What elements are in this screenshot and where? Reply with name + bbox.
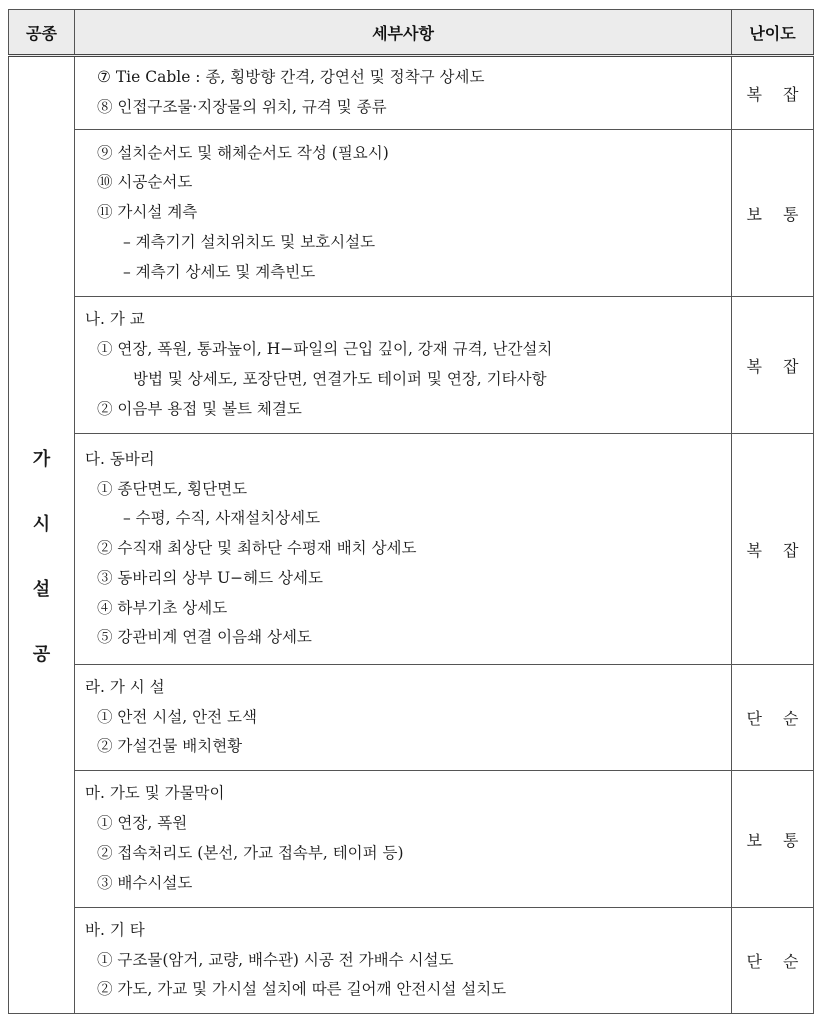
detail-line: ① 연장, 폭원	[97, 814, 188, 833]
header-difficulty: 난이도	[732, 10, 814, 56]
detail-cell	[75, 665, 732, 771]
detail-line: ① 종단면도, 횡단면도	[97, 479, 248, 498]
detail-line: – 계측기 상세도 및 계측빈도	[123, 262, 316, 281]
detail-cell	[75, 56, 732, 130]
table-row	[9, 56, 814, 130]
detail-line: ② 가설건물 배치현황	[97, 737, 243, 756]
detail-title: 바. 기 타	[85, 920, 145, 939]
detail-title: 라. 가 시 설	[85, 677, 165, 696]
detail-line: ② 접속처리도 (본선, 가교 접속부, 테이퍼 등)	[97, 844, 404, 862]
detail-line: ③ 동바리의 상부 U−헤드 상세도	[97, 568, 323, 587]
detail-cell	[75, 434, 732, 665]
table-row	[9, 771, 814, 908]
difficulty-cell: 복 잡	[732, 56, 814, 130]
table-row	[9, 130, 814, 297]
detail-cell	[75, 908, 732, 1014]
difficulty-cell: 단 순	[732, 665, 814, 771]
difficulty-cell: 복 잡	[732, 434, 814, 665]
detail-line: ② 수직재 최상단 및 최하단 수평재 배치 상세도	[97, 539, 417, 558]
detail-line: ④ 하부기초 상세도	[97, 598, 228, 617]
detail-line: ③ 배수시설도	[97, 873, 193, 892]
detail-line: ① 구조물(암거, 교량, 배수관) 시공 전 가배수 시설도	[97, 950, 454, 969]
table-row	[9, 908, 814, 1014]
category-char: 가	[32, 449, 51, 470]
detail-line: – 수평, 수직, 사재설치상세도	[123, 509, 321, 528]
detail-line: – 계측기기 설치위치도 및 보호시설도	[123, 232, 376, 251]
detail-line: ⑨ 설치순서도 및 해체순서도 작성 (필요시)	[97, 143, 389, 162]
detail-line: ⑤ 강관비계 연결 이음쇄 상세도	[97, 628, 312, 647]
detail-line: ① 안전 시설, 안전 도색	[97, 707, 257, 726]
difficulty-cell: 단 순	[732, 908, 814, 1014]
detail-title: 마. 가도 및 가물막이	[85, 784, 225, 803]
detail-line: ① 연장, 폭원, 통과높이, H−파일의 근입 깊이, 강재 규격, 난간설치	[97, 340, 553, 359]
category-cell	[9, 56, 75, 1014]
detail-line: ⑩ 시공순서도	[97, 173, 193, 192]
table-row	[9, 665, 814, 771]
difficulty-cell: 복 잡	[732, 297, 814, 434]
header-details: 세부사항	[75, 10, 732, 56]
detail-cell	[75, 771, 732, 908]
header-category: 공종	[9, 10, 75, 56]
detail-line: ⑧ 인접구조물·지장물의 위치, 규격 및 종류	[97, 98, 387, 116]
table-header-row	[9, 10, 814, 56]
category-char: 시	[32, 514, 51, 535]
detail-line: ② 가도, 가교 및 가시설 설치에 따른 길어깨 안전시설 설치도	[97, 980, 507, 999]
detail-line: 방법 및 상세도, 포장단면, 연결가도 테이퍼 및 연장, 기타사항	[133, 370, 547, 388]
table-row	[9, 434, 814, 665]
difficulty-cell: 보 통	[732, 771, 814, 908]
detail-line: ② 이음부 용접 및 볼트 체결도	[97, 399, 302, 418]
difficulty-cell: 보 통	[732, 130, 814, 297]
detail-title: 나. 가 교	[85, 310, 145, 329]
table-row	[9, 297, 814, 434]
detail-line: ⑦ Tie Cable : 종, 횡방향 간격, 강연선 및 정착구 상세도	[97, 68, 485, 87]
detail-cell	[75, 297, 732, 434]
category-char: 설	[32, 579, 51, 600]
detail-line: ⑪ 가시설 계측	[97, 203, 198, 222]
spec-table	[8, 9, 814, 1014]
detail-title: 다. 동바리	[85, 449, 155, 468]
category-char: 공	[32, 644, 51, 665]
detail-cell	[75, 130, 732, 297]
